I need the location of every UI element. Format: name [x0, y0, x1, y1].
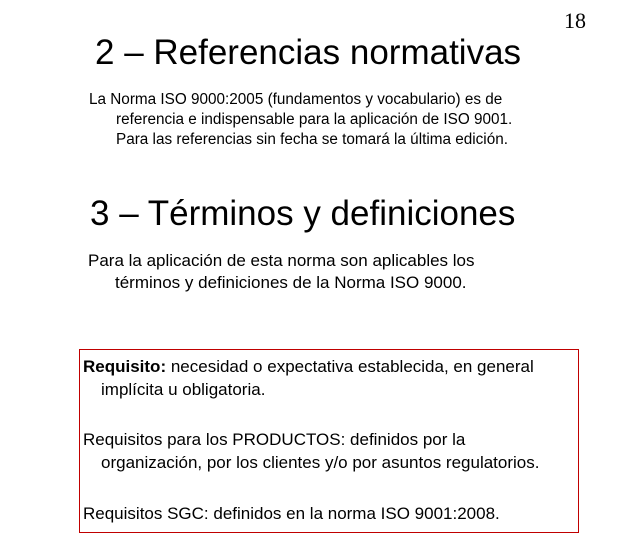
definition-productos	[83, 428, 539, 474]
definition-requisito	[83, 355, 534, 401]
section-3-heading: 3 – Términos y definiciones	[90, 194, 516, 233]
references-paragraph	[89, 90, 512, 150]
terms-line-1: Para la aplicación de esta norma son aplicables los	[88, 251, 475, 270]
references-line-2: referencia e indispensable para la aplicación de ISO 9001.	[116, 111, 513, 128]
page-number: 18	[564, 8, 586, 33]
definition-sgc-line-1: Requisitos SGC: definidos en la norma ISO 9001:2008.	[83, 504, 500, 523]
definition-requisito-line-2: implícita u obligatoria.	[101, 380, 266, 399]
definition-productos-line-1: Requisitos para los PRODUCTOS: definidos por la	[83, 430, 466, 449]
definitions-box	[79, 349, 579, 533]
definition-requisito-text: necesidad o expectativa establecida, en general	[166, 357, 534, 376]
terms-line-2: términos y definiciones de la Norma ISO 9000.	[115, 273, 467, 292]
terms-paragraph	[88, 250, 475, 294]
definition-productos-line-2: organización, por los clientes y/o por asuntos regulatorios.	[101, 453, 540, 472]
definition-sgc	[83, 502, 500, 525]
definition-term: Requisito:	[83, 357, 167, 376]
references-line-3: Para las referencias sin fecha se tomará la última edición.	[116, 131, 508, 148]
definition-requisito-line-1	[83, 355, 534, 378]
section-2-heading: 2 – Referencias normativas	[95, 33, 522, 72]
references-line-1: La Norma ISO 9000:2005 (fundamentos y vocabulario) es de	[89, 91, 503, 108]
